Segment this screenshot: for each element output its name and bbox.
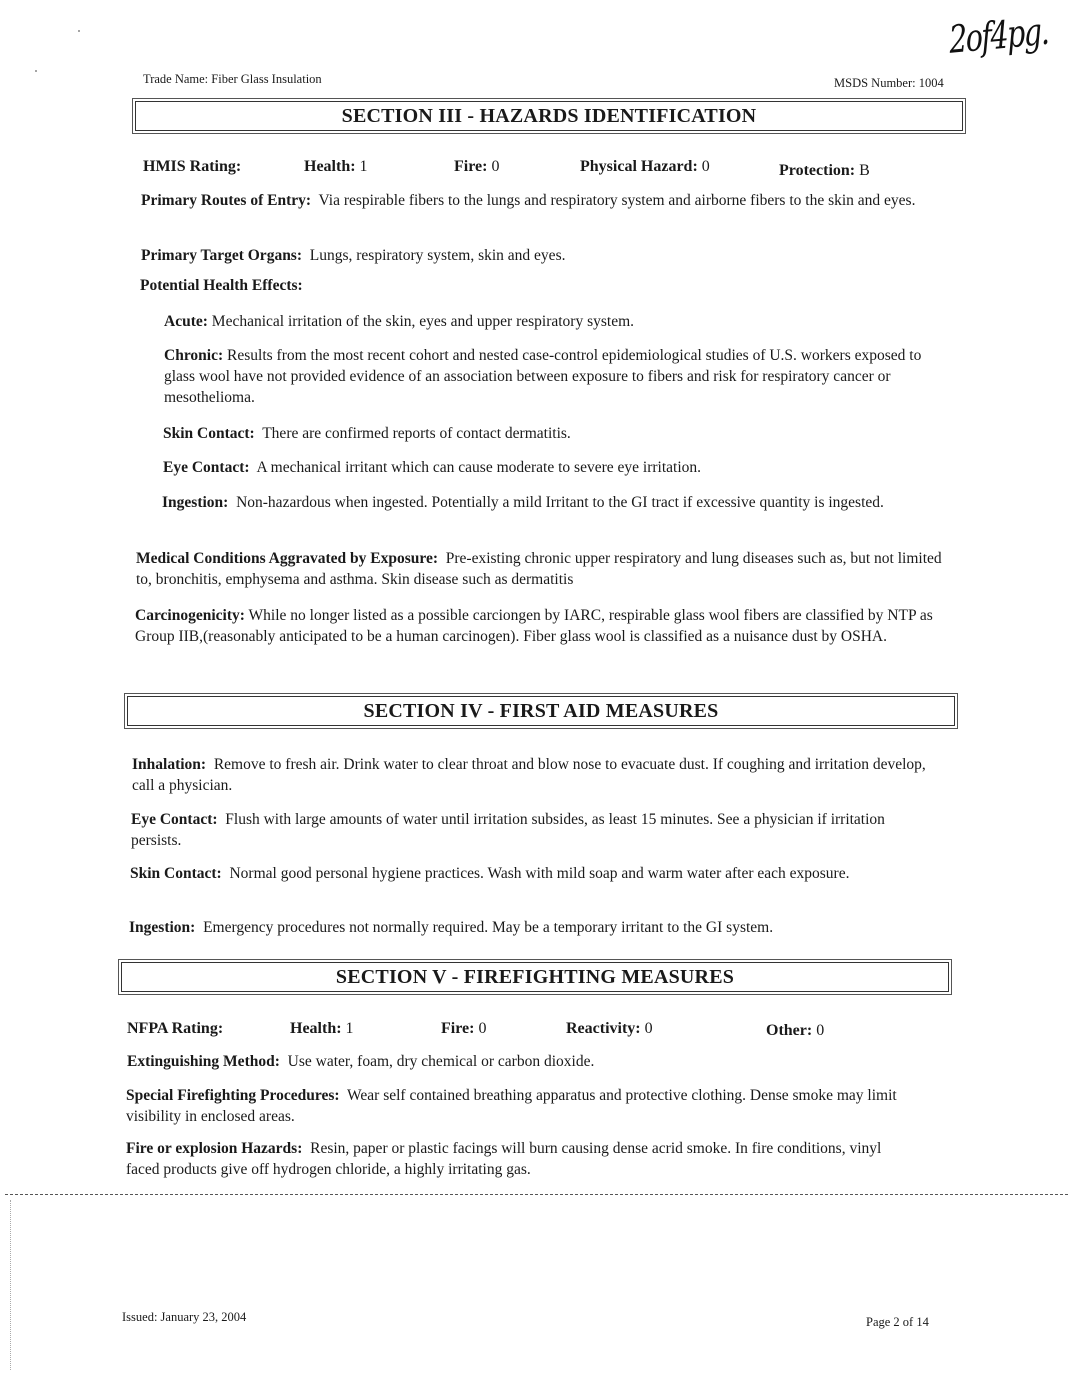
- fa-skin-text: Normal good personal hygiene practices. Wash with mild soap and warm water after each exposure.: [229, 865, 850, 882]
- carcinogenicity: [135, 605, 945, 647]
- routes-of-entry: [141, 190, 953, 211]
- msds-number: MSDS Number: 1004: [834, 76, 944, 90]
- special-procedures: [126, 1085, 941, 1127]
- extinguishing-text: Use water, foam, dry chemical or carbon dioxide.: [287, 1053, 595, 1070]
- medical-conditions: [136, 548, 951, 590]
- skin-text: There are confirmed reports of contact dermatitis.: [262, 425, 571, 442]
- nfpa-reactivity-label: Reactivity:: [566, 1020, 641, 1037]
- first-aid-inhalation: [132, 754, 932, 796]
- routes-label: Primary Routes of Entry:: [141, 192, 312, 209]
- page-separator-line: [5, 1194, 1068, 1195]
- section-3-title: SECTION III - HAZARDS IDENTIFICATION: [341, 104, 757, 127]
- scan-speck: [78, 30, 80, 32]
- nfpa-other-label: Other:: [766, 1022, 813, 1039]
- nfpa-health-label: Health:: [290, 1020, 342, 1037]
- eye-text: A mechanical irritant which can cause moderate to severe eye irritation.: [256, 459, 702, 476]
- hmis-health-value: 1: [359, 158, 368, 175]
- eye-label: Eye Contact:: [163, 459, 250, 476]
- nfpa-label: NFPA Rating:: [127, 1020, 224, 1037]
- special-label: Special Firefighting Procedures:: [126, 1087, 340, 1104]
- acute-effects: [164, 311, 954, 332]
- fa-ingestion-text: Emergency procedures not normally required. May be a temporary irritant to the GI system.: [203, 919, 774, 936]
- nfpa-rating-row: [127, 1020, 927, 1040]
- first-aid-ingestion: [129, 917, 929, 938]
- carcinogenicity-text: While no longer listed as a possible carciongen by IARC, respirable glass wool fibers are classified by NTP as Group IIB,(reasonably anticipated to be a human carcinogen). Fiber glass wool is classified as a nuisance dust by OSHA.: [135, 607, 933, 645]
- handwritten-note: 2of4pg.: [948, 8, 1050, 62]
- fa-ingestion-label: Ingestion:: [129, 919, 196, 936]
- nfpa-fire-label: Fire:: [441, 1020, 475, 1037]
- health-effects-heading: [140, 275, 952, 296]
- ingestion-effects: [162, 492, 932, 513]
- trade-name: Trade Name: Fiber Glass Insulation: [143, 72, 322, 86]
- acute-text: Mechanical irritation of the skin, eyes and upper respiratory system.: [211, 313, 635, 330]
- ingestion-text: Non-hazardous when ingested. Potentially a mild Irritant to the GI tract if excessive quantity is ingested.: [236, 494, 884, 511]
- inhalation-text: Remove to fresh air. Drink water to clear throat and blow nose to evacuate dust. If coughing and irritation develop, call a physician.: [132, 756, 926, 794]
- routes-text: Via respirable fibers to the lungs and respiratory system and airborne fibers to the skin and eyes.: [318, 192, 916, 209]
- nfpa-health-value: 1: [345, 1020, 354, 1037]
- scan-speck: [35, 70, 37, 72]
- hmis-label: HMIS Rating:: [143, 158, 242, 175]
- page-number: Page 2 of 14: [866, 1315, 929, 1329]
- explosion-label: Fire or explosion Hazards:: [126, 1140, 303, 1157]
- chronic-label: Chronic:: [164, 347, 224, 364]
- section-5-title: SECTION V - FIREFIGHTING MEASURES: [335, 965, 735, 988]
- special-text: Wear self contained breathing apparatus and protective clothing. Dense smoke may limit visibility in enclosed areas.: [126, 1087, 897, 1125]
- nfpa-fire-value: 0: [478, 1020, 487, 1037]
- explosion-hazards: [126, 1138, 886, 1180]
- medical-label: Medical Conditions Aggravated by Exposure:: [136, 550, 438, 567]
- chronic-text: Results from the most recent cohort and nested case-control epidemiological studies of U.S. workers exposed to glass wool have not provided evidence of an association between exposure to fibers and risk for respiratory cancer or mesothelioma.: [164, 347, 922, 406]
- chronic-effects: [164, 345, 954, 408]
- fa-skin-label: Skin Contact:: [130, 865, 222, 882]
- organs-label: Primary Target Organs:: [141, 247, 303, 264]
- first-aid-skin-contact: [130, 863, 900, 884]
- extinguishing-label: Extinguishing Method:: [127, 1053, 280, 1070]
- section-4-title: SECTION IV - FIRST AID MEASURES: [363, 699, 719, 722]
- extinguishing-method: [127, 1051, 927, 1072]
- hmis-protection-value: B: [859, 162, 870, 179]
- section-3-heading: [135, 101, 963, 131]
- fa-eye-text: Flush with large amounts of water until irritation subsides, as least 15 minutes. See a physician if irritation persists.: [131, 811, 885, 849]
- section-5-heading: [121, 962, 949, 992]
- nfpa-reactivity-value: 0: [644, 1020, 653, 1037]
- medical-text: Pre-existing chronic upper respiratory and lung diseases such as, but not limited to, bronchitis, emphysema and asthma. Skin disease such as dermatitis: [136, 550, 942, 588]
- acute-label: Acute:: [164, 313, 208, 330]
- skin-contact-effects: [163, 423, 953, 444]
- hmis-health-label: Health:: [304, 158, 356, 175]
- skin-label: Skin Contact:: [163, 425, 255, 442]
- issued-date: Issued: January 23, 2004: [122, 1310, 247, 1324]
- hmis-physical-label: Physical Hazard:: [580, 158, 698, 175]
- hmis-fire-value: 0: [491, 158, 500, 175]
- hmis-protection-label: Protection:: [779, 162, 856, 179]
- effects-heading-label: Potential Health Effects:: [140, 277, 303, 294]
- carcinogenicity-label: Carcinogenicity:: [135, 607, 245, 624]
- hmis-rating-row: [143, 158, 943, 178]
- hmis-physical-value: 0: [701, 158, 710, 175]
- scan-edge-dots: [10, 1200, 11, 1370]
- first-aid-eye-contact: [131, 809, 931, 851]
- hmis-fire-label: Fire:: [454, 158, 488, 175]
- organs-text: Lungs, respiratory system, skin and eyes.: [309, 247, 566, 264]
- explosion-text: Resin, paper or plastic facings will burn causing dense acrid smoke. In fire conditions, vinyl faced products give off hydrogen chloride, a highly irritating gas.: [126, 1140, 882, 1178]
- inhalation-label: Inhalation:: [132, 756, 207, 773]
- eye-contact-effects: [163, 457, 953, 478]
- ingestion-label: Ingestion:: [162, 494, 229, 511]
- section-4-heading: [127, 696, 955, 726]
- fa-eye-label: Eye Contact:: [131, 811, 218, 828]
- nfpa-other-value: 0: [816, 1022, 825, 1039]
- target-organs: [141, 245, 953, 266]
